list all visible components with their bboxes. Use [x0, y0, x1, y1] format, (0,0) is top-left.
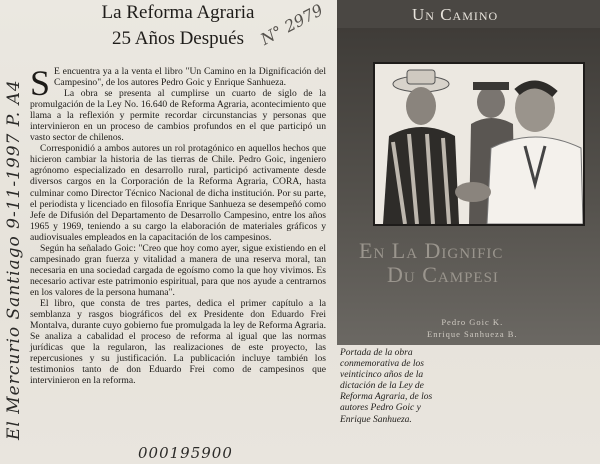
cover-title-line-1: En La Dignific: [359, 238, 504, 263]
cover-author-1: Pedro Goic K.: [441, 317, 504, 327]
cover-title-line-2: Du Campesi: [387, 262, 499, 287]
article-body: [30, 63, 326, 387]
article-paragraph: Corresponidió a ambos autores un rol protagónico en aquellos hechos que hicieron cambiar la historia de las tierras de Chile. Pedro Goic, ingeniero agrónomo especializado en desarrollo rural, participó activamente desde diversos cargos en la Corporación de la Reforma Agraria, CORA, hasta culminar como Director Técnico Nacional de dicha institución. Por su parte, el periodista y licenciado en filosofía Enrique Sanhueza se desempeñó como Jefe de Difusión del Departamento de Desarrollo Campesino, entre los años 1965 y 1969, teniendo a su cargo la elaboración de materiales gráficos y audiovisuales empleados en la capacitación de los campesinos.: [30, 143, 326, 243]
cover-photograph: [373, 62, 585, 226]
handwritten-number: N° 2979: [257, 0, 327, 49]
article-headline: [62, 0, 294, 52]
drop-cap: S: [30, 63, 51, 103]
article-paragraph: Según ha señalado Goic: "Creo que hoy como ayer, sigue existiendo en el campesinado gran fuerza y vitalidad a manera de una reserva moral, tan necesaria en una sociedad cargada de egoísmo como la que hoy vivimos. Es necesario activar este patrimonio espiritual, para que nos ayude a centrarnos en los valores de la persona humana".: [30, 242, 326, 298]
cover-authors: [427, 316, 518, 340]
photo-caption: Portada de la obra conmemorativa de los veinticinco años de la dictación de la Ley de Reforma Agraria, de los autores Pedro Goic y Enrique Sanhueza.: [340, 348, 433, 425]
headline-line-1: La Reforma Agraria: [101, 2, 255, 23]
cover-author-2: Enrique Sanhueza B.: [427, 329, 518, 339]
headline-line-2: 25 Años Después: [112, 28, 244, 49]
handwritten-source-note: El Mercurio Santiago 9-11-1997 P. A4: [4, 79, 24, 440]
book-cover-photo: [337, 0, 600, 345]
article-paragraph: La obra se presenta al cumplirse un cuarto de siglo de la promulgación de la Ley No. 16.640 de Reforma Agraria, acontecimiento que llama a la reflexión y permite recordar circunstancias y personas que intervinieron en un proceso de cambios profundos en el que participó un vasto sector de chilenos.: [30, 88, 326, 144]
archive-stamp-number: 000195900: [138, 444, 233, 462]
article-paragraph: El libro, que consta de tres partes, dedica el primer capítulo a la semblanza y rasgos biográficos del ex Presidente don Eduardo Frei Montalva, durante cuyo gobierno fue promulgada la ley de Reforma Agraria. Se analiza a cabalidad el proceso de reforma al igual que las normas jurídicas que la regularon, las realizaciones de este proyecto, las repercusiones y su justificación. La publicación incluye también los testimonios tanto de don Eduardo Frei como de campesinos que intervinieron en la reforma.: [30, 297, 326, 387]
article-paragraph: S E encuentra ya a la venta el libro "Un Camino en la Dignificación del Campesino", de los autores Pedro Goic y Enrique Sanhueza.: [30, 63, 326, 103]
photo-header: [337, 0, 600, 28]
book-cover: [337, 28, 600, 345]
photo-header-title: Un Camino: [412, 5, 499, 24]
men-handshake-illustration: [375, 64, 583, 224]
